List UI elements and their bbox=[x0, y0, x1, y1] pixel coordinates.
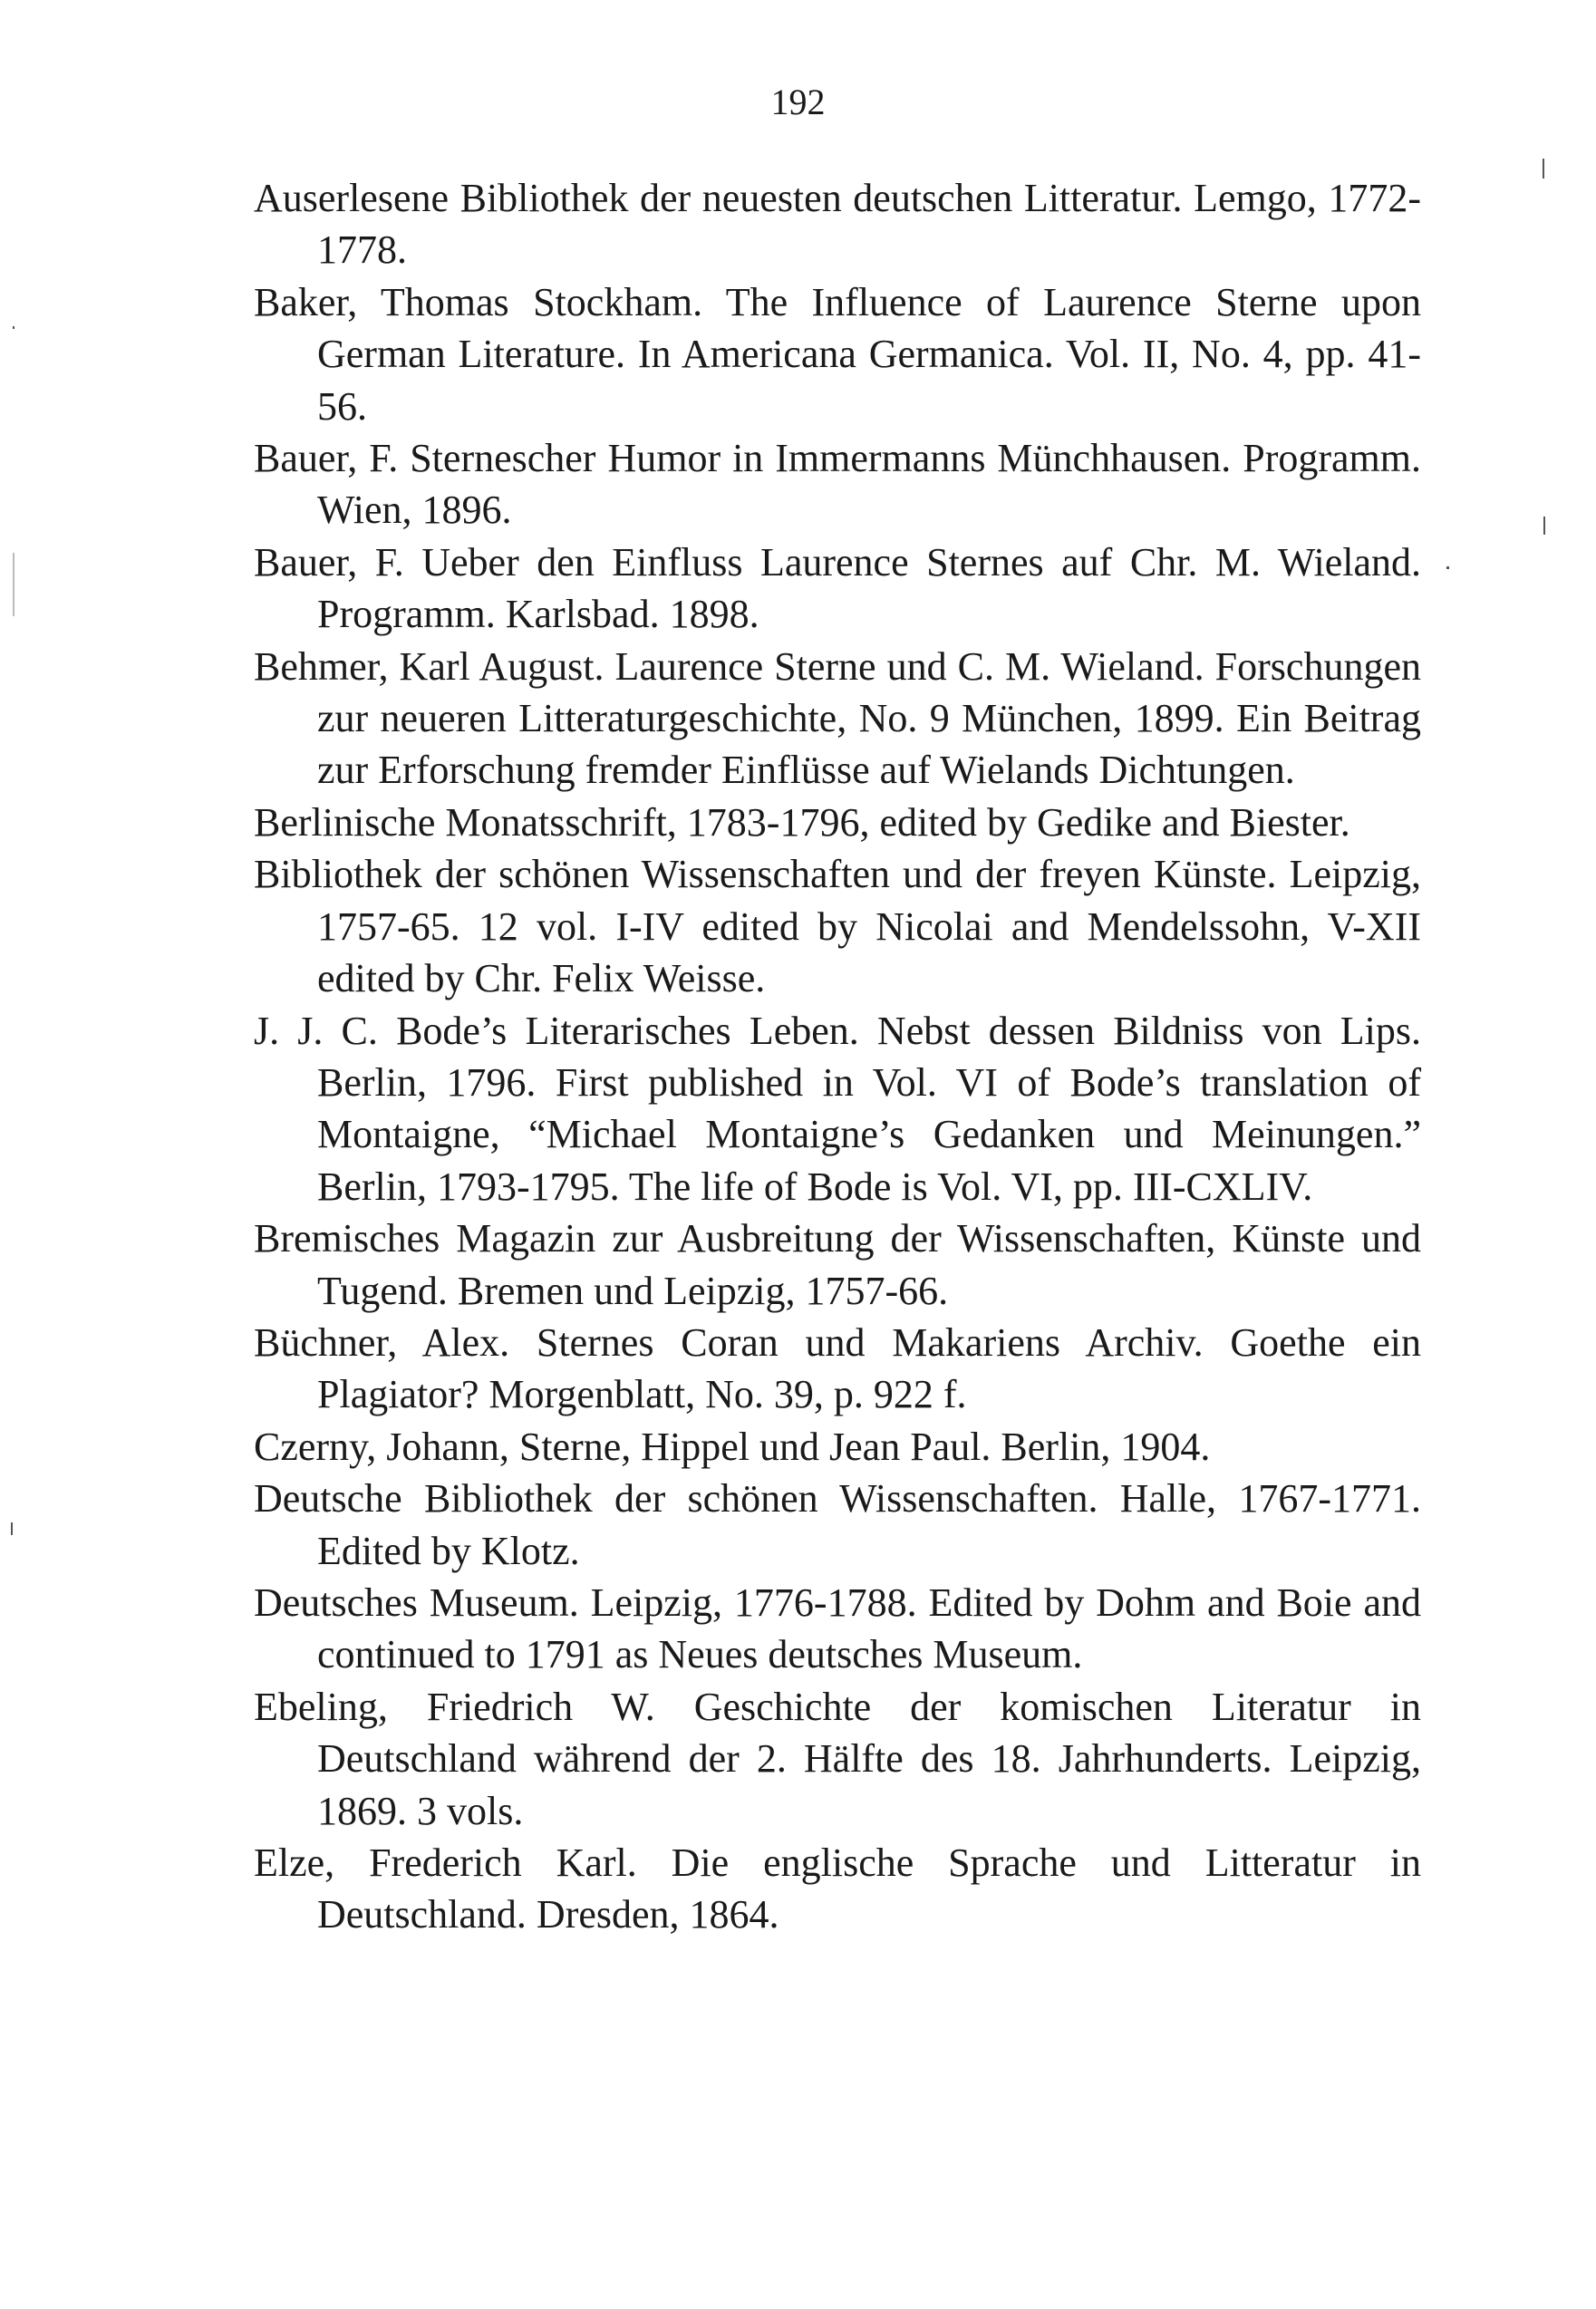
scan-speck bbox=[13, 326, 15, 329]
scan-speck bbox=[11, 1522, 13, 1535]
scan-speck bbox=[1446, 566, 1449, 569]
bibliography-entry: Berlinische Monatsschrift, 1783-1796, edited by Gedike and Biester. bbox=[254, 799, 1350, 845]
scan-speck bbox=[1543, 517, 1545, 535]
page-number: 192 bbox=[770, 82, 826, 122]
bibliography-entry: Auserlesene Bibliothek der neuesten deutschen Litteratur. Lemgo, 1772-1778. bbox=[254, 176, 1421, 273]
bibliography-entry: Bauer, F. Ueber den Einfluss Laurence Sternes auf Chr. M. Wieland. Programm. Karlsbad. 1898. bbox=[254, 539, 1421, 637]
scan-speck bbox=[1543, 159, 1544, 179]
bibliography-entry: Behmer, Karl August. Laurence Sterne und C. M. Wieland. Forschungen zur neueren Litteraturgeschichte, No. 9 München, 1899. Ein Beitrag zur Erforschung fremder Einflüsse auf Wielands Dichtungen. bbox=[254, 643, 1421, 793]
bibliography-list bbox=[254, 172, 1421, 1941]
scan-speck bbox=[13, 553, 15, 616]
bibliography-entry: Ebeling, Friedrich W. Geschichte der komischen Literatur in Deutschland während der 2. Hälfte des 18. Jahrhunderts. Leipzig, 1869. 3 vols. bbox=[254, 1684, 1421, 1833]
bibliography-entry: Deutsches Museum. Leipzig, 1776-1788. Edited by Dohm and Boie and continued to 1791 as Neues deutsches Museum. bbox=[254, 1580, 1421, 1677]
bibliography-entry: Baker, Thomas Stockham. The Influence of Laurence Sterne upon German Literature. In Americana Germanica. Vol. II, No. 4, pp. 41-56. bbox=[254, 279, 1421, 429]
bibliography-entry: Bibliothek der schönen Wissenschaften und der freyen Künste. Leipzig, 1757-65. 12 vol. I-IV edited by Nicolai and Mendelssohn, V-XII edited by Chr. Felix Weisse. bbox=[254, 852, 1421, 1001]
bibliography-entry: J. J. C. Bode’s Literarisches Leben. Nebst dessen Bildniss von Lips. Berlin, 1796. First published in Vol. VI of Bode’s translation of Montaigne, “Michael Montaigne’s Gedanken und Meinungen.” Berlin, 1793-1795. The life of Bode is Vol. VI, pp. III-CXLIV. bbox=[254, 1008, 1421, 1209]
bibliography-entry: Deutsche Bibliothek der schönen Wissenschaften. Halle, 1767-1771. Edited by Klotz. bbox=[254, 1476, 1421, 1573]
bibliography-entry: Büchner, Alex. Sternes Coran und Makariens Archiv. Goethe ein Plagiator? Morgenblatt, No. 39, p. 922 f. bbox=[254, 1319, 1421, 1417]
bibliography-entry: Czerny, Johann, Sterne, Hippel und Jean Paul. Berlin, 1904. bbox=[254, 1424, 1211, 1469]
bibliography-entry: Bremisches Magazin zur Ausbreitung der Wissenschaften, Künste und Tugend. Bremen und Leipzig, 1757-66. bbox=[254, 1216, 1421, 1313]
bibliography-entry: Bauer, F. Sternescher Humor in Immermanns Münchhausen. Programm. Wien, 1896. bbox=[254, 436, 1421, 533]
bibliography-entry: Elze, Frederich Karl. Die englische Sprache und Litteratur in Deutschland. Dresden, 1864. bbox=[254, 1840, 1421, 1937]
